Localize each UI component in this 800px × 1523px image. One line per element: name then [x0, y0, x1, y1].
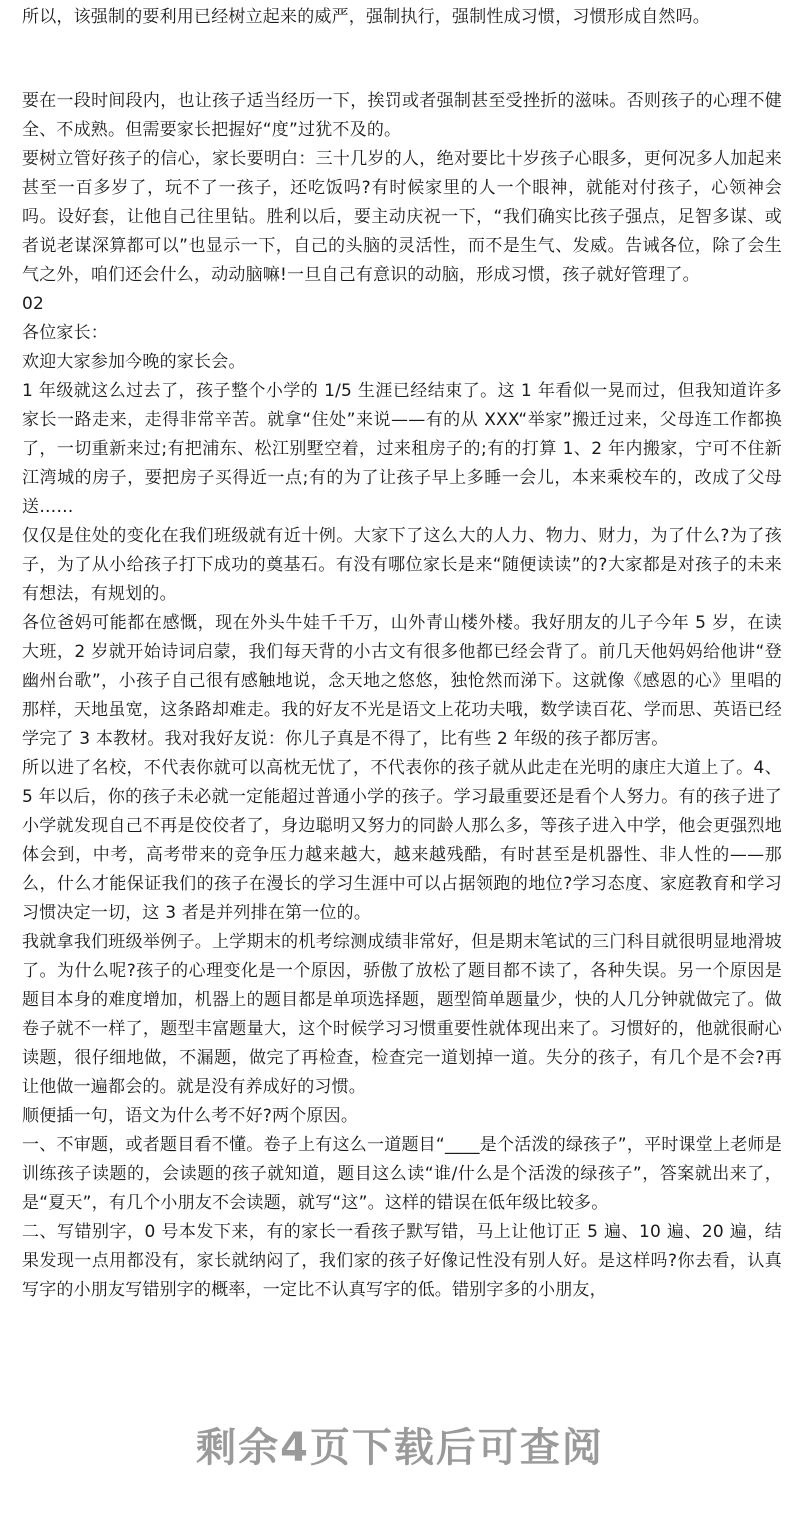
download-to-view-label[interactable]: 下载后可查阅	[351, 1425, 604, 1471]
paragraph: 仅仅是住处的变化在我们班级就有近十例。大家下了这么大的人力、物力、财力，为了什么?为了孩子，为了从小给孩子打下成功的奠基石。有没有哪位家长是来“随便读读”的?大家都是对孩子的未来有想法，有规划的。	[22, 526, 782, 604]
remaining-pages-label[interactable]: 剩余4页	[196, 1425, 352, 1471]
paragraph: 所以进了名校，不代表你就可以高枕无忧了，不代表你的孩子就从此走在光明的康庄大道上了。4、5 年以后，你的孩子未必就一定能超过普通小学的孩子。学习最重要还是看个人努力。有的孩子进了小学就发现自己不再是佼佼者了，身边聪明又努力的同龄人那么多，等孩子进入中学，他会更强烈地体会到，中考，高考带来的竞争压力越来越大，越来越残酷，有时甚至是机器性、非人性的——那么，什么才能保证我们的孩子在漫长的学习生涯中可以占据领跑的地位?学习态度、家庭教育和学习习惯决定一切，这 3 者是并列排在第一位的。	[22, 758, 782, 923]
paragraph: 1 年级就这么过去了，孩子整个小学的 1/5 生涯已经结束了。这 1 年看似一晃而过，但我知道许多家长一路走来，走得非常辛苦。就拿“住处”来说——有的从 XXX“举家”搬迁过来，父母连工作都换了，一切重新来过;有把浦东、松江别墅空着，过来租房子的;有的打算 1、2 年内搬家，宁可不住新江湾城的房子，要把房子买得近一点;有的为了让孩子早上多睡一会儿，本来乘校车的，改成了父母送……	[22, 381, 782, 517]
paragraph: 各位爸妈可能都在感慨，现在外头牛娃千千万，山外青山楼外楼。我好朋友的儿子今年 5 岁，在读大班，2 岁就开始诗词启蒙，我们每天背的小古文有很多他都已经会背了。前几天他妈妈给他讲“登幽州台歌”，小孩子自己很有感触地说，念天地之悠悠，独怆然而涕下。这就像《感恩的心》里唱的那样，天地虽宽，这条路却难走。我的好友不光是语文上花功夫哦，数学读百花、学而思、英语已经学完了 3 本教材。我对我好友说：你儿子真是不得了，比有些 2 年级的孩子都厉害。	[22, 613, 782, 749]
paragraph: 欢迎大家参加今晚的家长会。	[22, 352, 246, 372]
paragraph: 要树立管好孩子的信心，家长要明白：三十几岁的人，绝对要比十岁孩子心眼多，更何况多人加起来甚至一百多岁了，玩不了一孩子，还吃饭吗?有时候家里的人一个眼神，就能对付孩子，心领神会吗。设好套，让他自己往里钻。胜利以后，要主动庆祝一下，“我们确实比孩子强点，足智多谋、或者说老谋深算都可以”也显示一下，自己的头脑的灵活性，而不是生气、发威。告诫各位，除了会生气之外，咱们还会什么，动动脑嘛!一旦自己有意识的动脑，形成习惯，孩子就好管理了。	[22, 149, 782, 285]
paragraph: 要在一段时间段内，也让孩子适当经历一下，挨罚或者强制甚至受挫折的滋味。否则孩子的心理不健全、不成熟。但需要家长把握好“度”过犹不及的。	[22, 91, 782, 140]
paragraph-gap	[22, 32, 782, 87]
paragraph: 所以，该强制的要利用已经树立起来的威严，强制执行，强制性成习惯，习惯形成自然吗。	[22, 7, 710, 27]
download-prompt[interactable]	[0, 1418, 800, 1478]
document-body	[22, 0, 782, 1305]
paragraph: 一、不审题，或者题目看不懂。卷子上有这么一道题目“____是个活泼的绿孩子”，平时课堂上老师是训练孩子读题的，会读题的孩子就知道，题目这么读“谁/什么是个活泼的绿孩子”，答案就出来了，是“夏天”，有几个小朋友不会读题，就写“这”。这样的错误在低年级比较多。	[22, 1135, 782, 1213]
paragraph: 顺便插一句，语文为什么考不好?两个原因。	[22, 1106, 359, 1126]
section-number: 02	[22, 294, 45, 314]
paragraph: 我就拿我们班级举例子。上学期末的机考综测成绩非常好，但是期末笔试的三门科目就很明显地滑坡了。为什么呢?孩子的心理变化是一个原因，骄傲了放松了题目都不读了，各种失误。另一个原因是题目本身的难度增加，机器上的题目都是单项选择题，题型简单题量少，快的人几分钟就做完了。做卷子就不一样了，题型丰富题量大，这个时候学习习惯重要性就体现出来了。习惯好的，他就很耐心读题，很仔细地做，不漏题，做完了再检查，检查完一道划掉一道。失分的孩子，有几个是不会?再让他做一遍都会的。就是没有养成好的习惯。	[22, 932, 782, 1097]
paragraph: 二、写错别字，0 号本发下来，有的家长一看孩子默写错，马上让他订正 5 遍、10 遍、20 遍，结果发现一点用都没有，家长就纳闷了，我们家的孩子好像记性没有别人好。是这样吗?你去看，认真写字的小朋友写错别字的概率，一定比不认真写字的低。错别字多的小朋友，	[22, 1222, 782, 1300]
salutation: 各位家长：	[22, 323, 108, 343]
